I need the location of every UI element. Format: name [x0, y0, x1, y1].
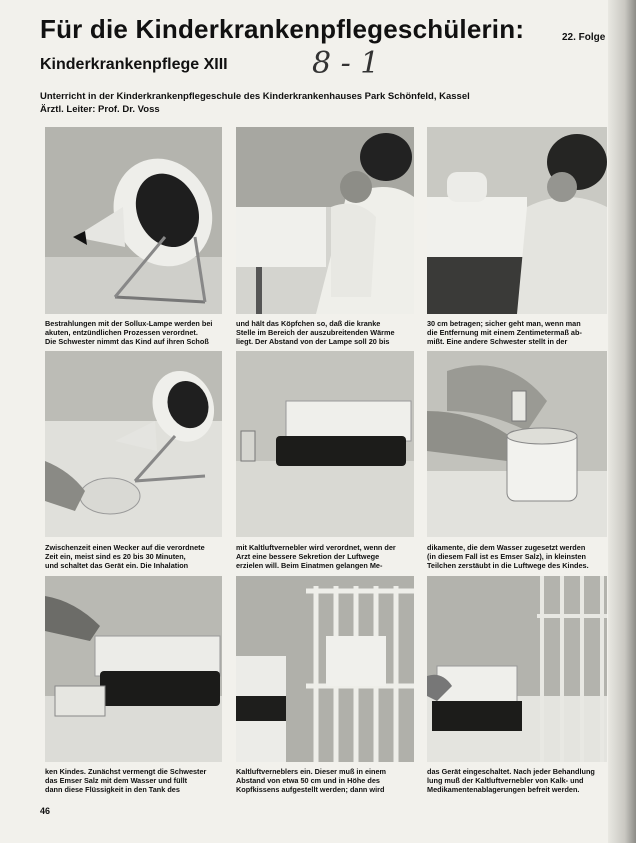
caption-5 — [236, 543, 416, 571]
caption-7 — [45, 767, 225, 795]
caption-8-line-2: Abstand von etwa 50 cm und in Höhe des — [236, 776, 380, 786]
caption-1-line-3: Die Schwester nimmt das Kind auf ihren Schoß — [45, 337, 209, 347]
caption-6-line-3: Teilchen zerstäubt in die Luftwege des Kindes. — [427, 561, 589, 571]
intro-line-2: Ärztl. Leiter: Prof. Dr. Voss — [40, 104, 160, 115]
caption-5-line-2: Arzt eine bessere Sekretion der Luftwege — [236, 552, 380, 562]
caption-7-line-3: dann diese Flüssigkeit in den Tank des — [45, 785, 180, 795]
photo-nurse-with-child — [236, 127, 414, 314]
photo-sollux-lamp — [45, 127, 222, 314]
page-number: 46 — [40, 806, 51, 816]
article-subtitle: Kinderkrankenpflege XIII — [40, 56, 228, 73]
caption-4 — [45, 543, 225, 571]
handwritten-note: 8 - 1 — [312, 46, 380, 81]
caption-2-line-2: Stelle im Bereich der auszubreitenden Wärme — [236, 328, 395, 338]
page-title: Für die Kinderkrankenpflegeschülerin: — [40, 14, 525, 44]
caption-6-line-1: dikamente, die dem Wasser zugesetzt werden — [427, 543, 586, 552]
intro-text — [40, 90, 520, 116]
caption-5-line-3: erzielen will. Beim Einatmen gelangen Me- — [236, 561, 383, 571]
caption-9-line-3: Medikamentenablagerungen befreit werden. — [427, 785, 580, 795]
caption-3 — [427, 319, 607, 347]
photo-adding-medication — [427, 351, 607, 537]
caption-4-line-3: und schaltet das Gerät ein. Die Inhalation — [45, 561, 189, 571]
caption-5-line-1: mit Kaltluftvernebler wird verordnet, wenn der — [236, 543, 396, 552]
caption-2-line-1: und hält das Köpfchen so, daß die kranke — [236, 319, 381, 328]
photo-device-switched-on — [427, 576, 607, 762]
caption-8-line-1: Kaltluftverneblers ein. Dieser muß in einem — [236, 767, 387, 776]
caption-2-line-3: liegt. Der Abstand von der Lampe soll 20 bis — [236, 337, 390, 347]
photo-cold-air-nebulizer — [236, 351, 414, 537]
caption-1-line-2: akuten, entzündlichen Prozessen verordnet. — [45, 328, 198, 338]
caption-6 — [427, 543, 607, 571]
caption-4-line-1: Zwischenzeit einen Wecker auf die verordnete — [45, 543, 205, 552]
page-binding-edge — [608, 0, 636, 843]
caption-3-line-1: 30 cm betragen; sicher geht man, wenn man — [427, 319, 581, 328]
series-label: 22. Folge — [562, 32, 606, 43]
caption-3-line-3: mißt. Eine andere Schwester stellt in der — [427, 337, 568, 347]
photo-filling-tank — [45, 576, 222, 762]
caption-9 — [427, 767, 607, 795]
caption-4-line-2: Zeit ein, meist sind es 20 bis 30 Minuten, — [45, 552, 186, 562]
intro-line-1: Unterricht in der Kinderkrankenpflegeschule des Kinderkrankenhauses Park Schönfeld, Kassel — [40, 91, 470, 102]
caption-3-line-2: die Entfernung mit einem Zentimetermaß ab- — [427, 328, 582, 338]
caption-1 — [45, 319, 225, 347]
caption-9-line-2: lung muß der Kaltluftvernebler von Kalk- und — [427, 776, 584, 786]
caption-6-line-2: (in diesem Fall ist es Emser Salz), in kleinsten — [427, 552, 586, 562]
caption-1-line-1: Bestrahlungen mit der Sollux-Lampe werden bei — [45, 319, 213, 328]
photo-alarm-clock-setting — [45, 351, 222, 537]
caption-7-line-2: das Emser Salz mit dem Wasser und füllt — [45, 776, 188, 786]
caption-7-line-1: ken Kindes. Zunächst vermengt die Schwester — [45, 767, 207, 776]
caption-2 — [236, 319, 416, 347]
photo-measuring-distance — [427, 127, 607, 314]
photo-crib-nebulizer — [236, 576, 414, 762]
caption-9-line-1: das Gerät eingeschaltet. Nach jeder Behandlung — [427, 767, 595, 776]
caption-8 — [236, 767, 416, 795]
caption-8-line-3: Kopfkissens aufgestellt werden; dann wird — [236, 785, 385, 795]
